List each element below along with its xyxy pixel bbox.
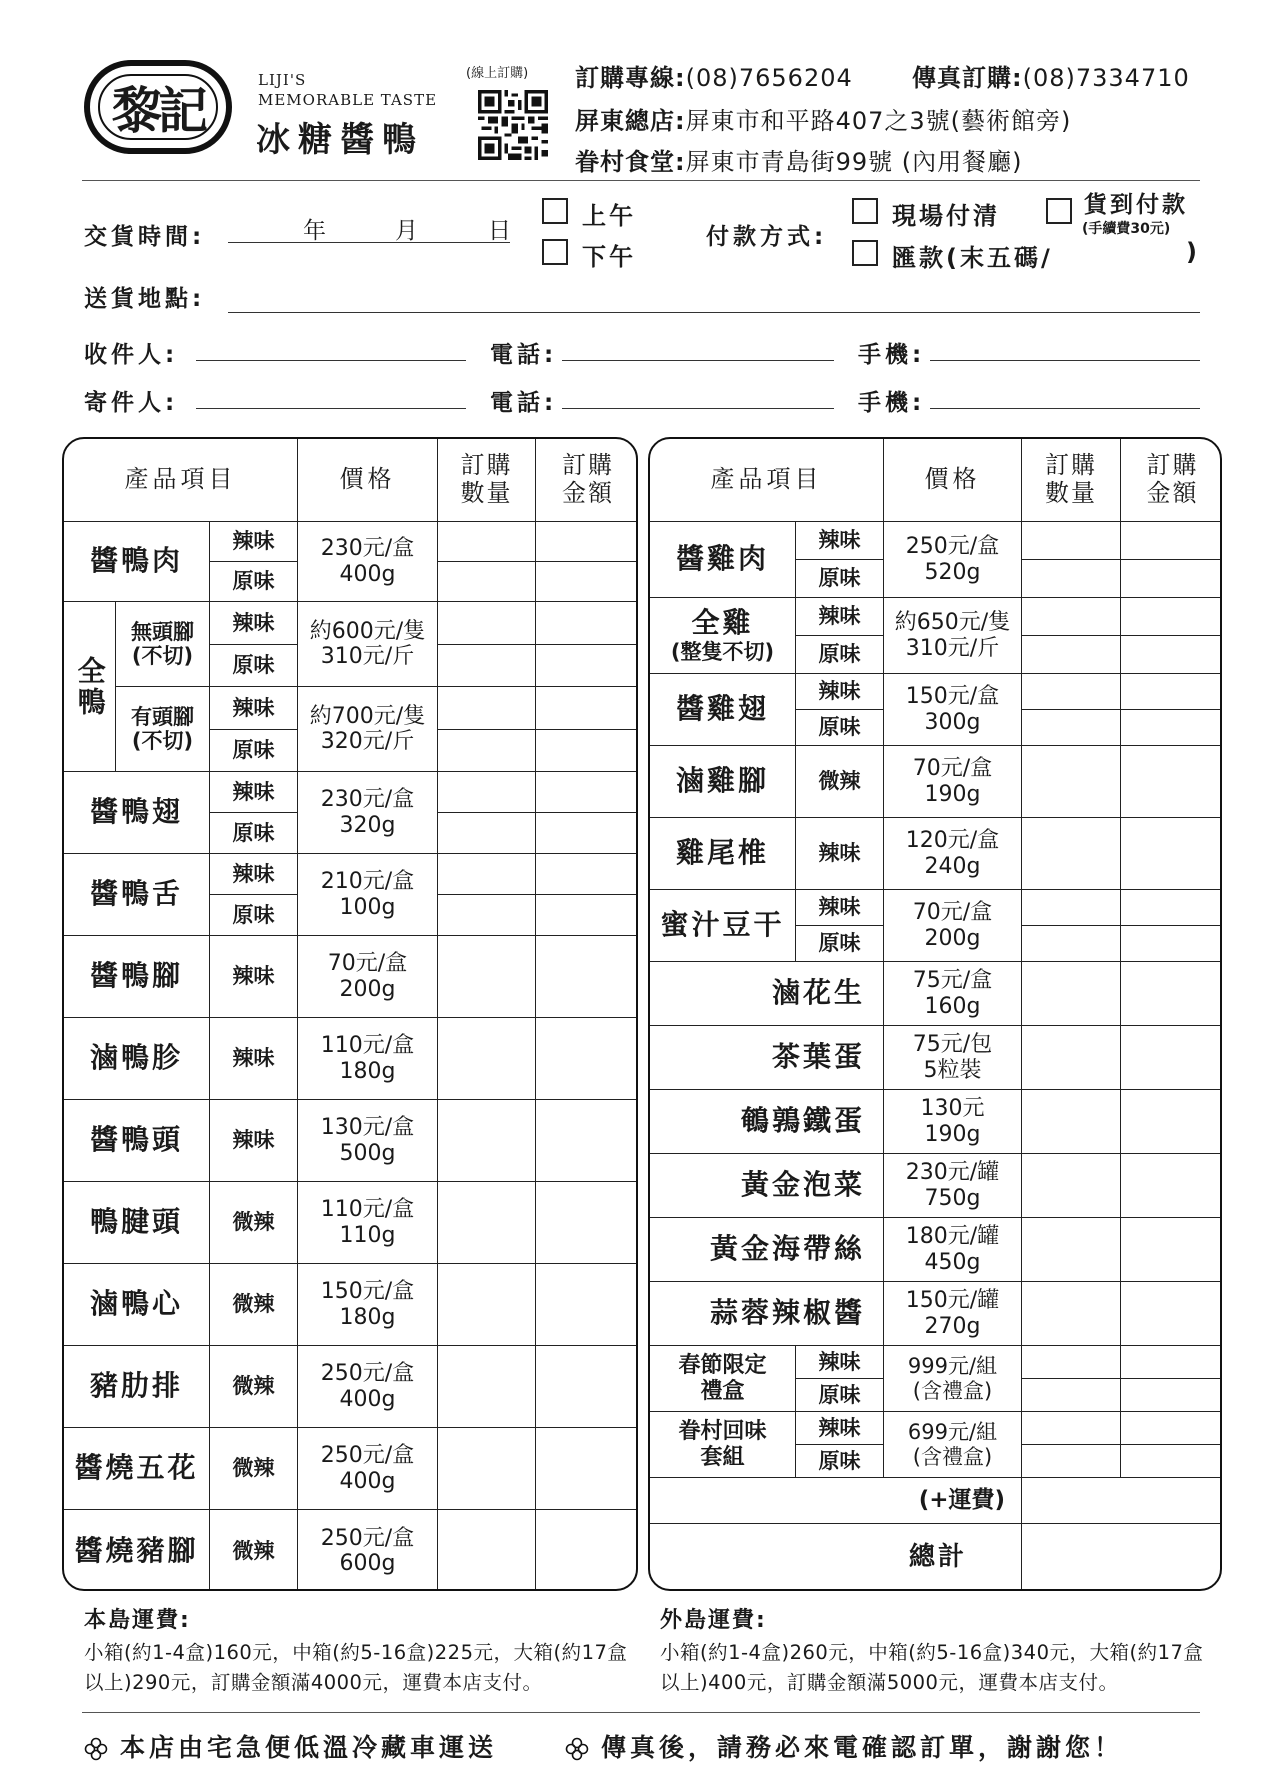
amount-input[interactable] <box>536 1346 638 1428</box>
product-name: 醬鴨肉 <box>64 522 210 602</box>
brand-english-name: LIJI'S MEMORABLE TASTE <box>258 71 438 109</box>
chicken-wing-name: 醬雞翅 <box>650 674 796 746</box>
pm-label: 下午 <box>582 243 636 271</box>
qty-input[interactable] <box>1022 710 1121 746</box>
product-price: 110元/盒 110g <box>298 1182 438 1264</box>
chicken-tail-name: 雞尾椎 <box>650 818 796 890</box>
chicken-tail-price: 120元/盒 240g <box>884 818 1022 890</box>
chicken-meat-name: 醬雞肉 <box>650 522 796 598</box>
amount-input[interactable] <box>1121 1412 1222 1445</box>
amount-input[interactable] <box>536 645 638 688</box>
flavor-spicy: 辣味 <box>210 936 298 1018</box>
qty-input[interactable] <box>1022 1090 1121 1154</box>
flavor-spicy: 辣味 <box>210 602 298 645</box>
amount-input[interactable] <box>536 895 638 936</box>
sender-label: 寄件人: <box>84 390 179 416</box>
pay-transfer-label: 匯款(末五碼/ <box>892 244 1053 272</box>
flavor-original: 原味 <box>210 895 298 936</box>
whole-duck-no-head-name: 無頭腳 (不切) <box>116 602 210 687</box>
amount-input[interactable] <box>1121 1282 1222 1346</box>
kimchi-name: 黃金泡菜 <box>650 1154 884 1218</box>
chicken-meat-price: 250元/盒 520g <box>884 522 1022 598</box>
qty-input[interactable] <box>438 1428 536 1510</box>
product-name: 滷鴨心 <box>64 1264 210 1346</box>
recipient-mobile-field[interactable] <box>930 360 1200 361</box>
pay-onsite-label: 現場付清 <box>892 202 1000 230</box>
chicken-feet-name: 滷雞腳 <box>650 746 796 818</box>
qty-input[interactable] <box>1022 962 1121 1026</box>
qty-input[interactable] <box>1022 1445 1121 1478</box>
product-name: 醬燒五花 <box>64 1428 210 1510</box>
qty-input[interactable] <box>438 645 536 688</box>
delivery-date-field[interactable] <box>228 242 510 243</box>
hq-address: 屏東總店:屏東市和平路407之3號(藝術館旁) <box>575 107 1072 135</box>
flavor-original: 原味 <box>796 636 884 674</box>
flavor-original: 原味 <box>210 562 298 602</box>
qty-input[interactable] <box>438 562 536 602</box>
flavor-original: 原味 <box>796 710 884 746</box>
footer-cold-chain: 本店由宅急便低溫冷藏車運送 <box>84 1728 497 1764</box>
pm-checkbox[interactable] <box>542 239 568 265</box>
flavor-spicy: 辣味 <box>210 854 298 895</box>
gift-box-name: 春節限定 禮盒 <box>650 1346 796 1412</box>
footer-divider <box>82 1712 1200 1713</box>
whole-duck-group: 全鴨 <box>64 602 116 772</box>
product-name: 醬燒豬腳 <box>64 1510 210 1591</box>
total-row-label: 總計 <box>650 1524 1022 1591</box>
product-name: 鴨腱頭 <box>64 1182 210 1264</box>
qty-input[interactable] <box>1022 1218 1121 1282</box>
kimchi-price: 230元/罐 750g <box>884 1154 1022 1218</box>
peanuts-price: 75元/盒 160g <box>884 962 1022 1026</box>
total-input[interactable] <box>1022 1524 1222 1591</box>
gift-box-price: 999元/組 (含禮盒) <box>884 1346 1022 1412</box>
amount-input[interactable] <box>1121 522 1222 560</box>
flavor-original: 原味 <box>796 926 884 962</box>
flavor-mild: 微辣 <box>210 1428 298 1510</box>
outer-island-shipping-title: 外島運費: <box>660 1608 767 1633</box>
qty-input[interactable] <box>438 813 536 854</box>
flavor-spicy: 辣味 <box>796 598 884 636</box>
amount-input[interactable] <box>536 936 638 1018</box>
product-name: 豬肋排 <box>64 1346 210 1428</box>
flavor-mild: 微辣 <box>210 1182 298 1264</box>
amount-input[interactable] <box>536 1510 638 1591</box>
footer-confirm-notice: 傳真後，請務必來電確認訂單，謝謝您！ <box>565 1728 1123 1764</box>
recipient-label: 收件人: <box>84 342 179 368</box>
flavor-original: 原味 <box>210 645 298 688</box>
sender-phone-label: 電話: <box>490 390 558 416</box>
flower-icon <box>84 1737 108 1761</box>
main-island-shipping-title: 本島運費: <box>84 1608 191 1633</box>
product-name: 滷鴨胗 <box>64 1018 210 1100</box>
amount-input[interactable] <box>1121 598 1222 636</box>
flower-icon <box>565 1737 589 1761</box>
amount-input[interactable] <box>536 602 638 645</box>
shipping-fee-input[interactable] <box>1022 1478 1222 1524</box>
qty-input[interactable] <box>438 895 536 936</box>
header-qty: 訂購 數量 <box>438 439 536 522</box>
recipient-phone-field[interactable] <box>562 360 834 361</box>
qty-input[interactable] <box>1022 926 1121 962</box>
amount-input[interactable] <box>1121 636 1222 674</box>
amount-input[interactable] <box>1121 818 1222 890</box>
peanuts-name: 滷花生 <box>650 962 884 1026</box>
qty-input[interactable] <box>438 854 536 895</box>
flavor-original: 原味 <box>210 813 298 854</box>
flavor-spicy: 辣味 <box>796 818 884 890</box>
qty-input[interactable] <box>438 1018 536 1100</box>
product-price: 70元/盒 200g <box>298 936 438 1018</box>
quail-egg-price: 130元 190g <box>884 1090 1022 1154</box>
amount-input[interactable] <box>536 1182 638 1264</box>
flavor-spicy: 辣味 <box>210 522 298 562</box>
amount-input[interactable] <box>536 1018 638 1100</box>
amount-input[interactable] <box>1121 1154 1222 1218</box>
header-price: 價格 <box>884 439 1022 522</box>
whole-chicken-name <box>650 598 796 674</box>
sender-mobile-field[interactable] <box>930 408 1200 409</box>
amount-input[interactable] <box>536 1428 638 1510</box>
sender-phone-field[interactable] <box>562 408 834 409</box>
month-label: 月 <box>395 218 422 244</box>
flavor-mild: 微辣 <box>796 746 884 818</box>
product-name: 醬鴨翅 <box>64 772 210 854</box>
canteen-address: 眷村食堂:屏東市青島街99號 (內用餐廳) <box>575 148 1023 176</box>
brand-logo-text: 黎記 <box>112 82 204 140</box>
qty-input[interactable] <box>438 1346 536 1428</box>
qty-input[interactable] <box>438 730 536 773</box>
recipient-field[interactable] <box>196 360 466 361</box>
flavor-original: 原味 <box>796 1379 884 1412</box>
year-label: 年 <box>303 218 330 244</box>
whole-duck-with-head-price: 約700元/隻 320元/斤 <box>298 687 438 772</box>
product-price: 230元/盒 320g <box>298 772 438 854</box>
amount-input[interactable] <box>1121 962 1222 1026</box>
pay-transfer-checkbox[interactable] <box>852 240 878 266</box>
header-product: 產品項目 <box>64 439 298 522</box>
qty-input[interactable] <box>438 687 536 730</box>
outer-island-shipping-text: 小箱(約1-4盒)260元，中箱(約5-16盒)340元，大箱(約17盒以上)400元，訂購金額滿5000元，運費本店支付。 <box>660 1641 1204 1694</box>
amount-input[interactable] <box>536 522 638 562</box>
qty-input[interactable] <box>438 1100 536 1182</box>
amount-input[interactable] <box>536 813 638 854</box>
amount-input[interactable] <box>536 730 638 773</box>
product-name: 全雞 <box>691 606 754 640</box>
qty-input[interactable] <box>438 1510 536 1591</box>
chili-sauce-price: 150元/罐 270g <box>884 1282 1022 1346</box>
pay-cod-checkbox[interactable] <box>1046 198 1072 224</box>
amount-input[interactable] <box>536 854 638 895</box>
amount-input[interactable] <box>1121 926 1222 962</box>
qty-input[interactable] <box>1022 1282 1121 1346</box>
amount-input[interactable] <box>1121 1346 1222 1379</box>
whole-duck-with-head-name: 有頭腳 (不切) <box>116 687 210 772</box>
amount-input[interactable] <box>1121 674 1222 710</box>
header-divider <box>82 180 1200 181</box>
amount-input[interactable] <box>1121 890 1222 926</box>
flavor-original: 原味 <box>796 560 884 598</box>
whole-chicken-price: 約650元/隻 310元/斤 <box>884 598 1022 674</box>
payment-method-label: 付款方式: <box>706 224 828 250</box>
chili-sauce-name: 蒜蓉辣椒醬 <box>650 1282 884 1346</box>
qty-input[interactable] <box>1022 818 1121 890</box>
product-price: 250元/盒 600g <box>298 1510 438 1591</box>
amount-input[interactable] <box>1121 1026 1222 1090</box>
product-name: 醬鴨頭 <box>64 1100 210 1182</box>
flavor-original: 原味 <box>796 1445 884 1478</box>
header-amount: 訂購 金額 <box>1121 439 1222 522</box>
right-product-table <box>648 437 1222 1591</box>
qty-input[interactable] <box>1022 636 1121 674</box>
flavor-spicy: 辣味 <box>796 1412 884 1445</box>
product-price: 250元/盒 400g <box>298 1346 438 1428</box>
qty-input[interactable] <box>1022 674 1121 710</box>
tofu-price: 70元/盒 200g <box>884 890 1022 962</box>
qr-caption: (線上訂購) <box>466 66 529 81</box>
chicken-wing-price: 150元/盒 300g <box>884 674 1022 746</box>
header-qty: 訂購 數量 <box>1022 439 1121 522</box>
tea-egg-price: 75元/包 5粒裝 <box>884 1026 1022 1090</box>
flavor-spicy: 辣味 <box>796 674 884 710</box>
flavor-spicy: 辣味 <box>210 687 298 730</box>
kelp-price: 180元/罐 450g <box>884 1218 1022 1282</box>
qty-input[interactable] <box>438 936 536 1018</box>
qty-input[interactable] <box>1022 522 1121 560</box>
header-product: 產品項目 <box>650 439 884 522</box>
left-product-table <box>62 437 638 1591</box>
product-price: 130元/盒 500g <box>298 1100 438 1182</box>
tea-egg-name: 茶葉蛋 <box>650 1026 884 1090</box>
qty-input[interactable] <box>1022 1154 1121 1218</box>
amount-input[interactable] <box>536 687 638 730</box>
order-hotline: 訂購專線:(08)7656204 <box>575 64 853 92</box>
qty-input[interactable] <box>438 602 536 645</box>
amount-input[interactable] <box>1121 746 1222 818</box>
qty-input[interactable] <box>1022 1412 1121 1445</box>
qty-input[interactable] <box>438 772 536 813</box>
product-name: 醬鴨腳 <box>64 936 210 1018</box>
shipping-fee-row-label: (+運費) <box>650 1478 1022 1524</box>
flavor-spicy: 辣味 <box>796 522 884 560</box>
amount-input[interactable] <box>1121 1445 1222 1478</box>
flavor-spicy: 辣味 <box>210 772 298 813</box>
set-price: 699元/組 (含禮盒) <box>884 1412 1022 1478</box>
product-price: 150元/盒 180g <box>298 1264 438 1346</box>
amount-input[interactable] <box>536 1100 638 1182</box>
recipient-mobile-label: 手機: <box>858 342 926 368</box>
product-name-note: (整隻不切) <box>670 639 775 664</box>
qty-input[interactable] <box>1022 1026 1121 1090</box>
header-amount: 訂購 金額 <box>536 439 638 522</box>
flavor-mild: 微辣 <box>210 1510 298 1591</box>
qty-input[interactable] <box>1022 1379 1121 1412</box>
product-price: 230元/盒 400g <box>298 522 438 602</box>
flavor-spicy: 辣味 <box>210 1100 298 1182</box>
flavor-spicy: 辣味 <box>796 1346 884 1379</box>
brand-chinese-name: 冰糖醬鴨 <box>256 120 424 160</box>
kelp-name: 黃金海帶絲 <box>650 1218 884 1282</box>
amount-input[interactable] <box>536 772 638 813</box>
amount-input[interactable] <box>1121 1379 1222 1412</box>
qty-input[interactable] <box>1022 598 1121 636</box>
product-price: 210元/盒 100g <box>298 854 438 936</box>
flavor-spicy: 辣味 <box>796 890 884 926</box>
brand-logo <box>84 60 232 154</box>
fax-order: 傳真訂購:(08)7334710 <box>912 64 1190 92</box>
am-label: 上午 <box>582 202 636 230</box>
qty-input[interactable] <box>1022 1346 1121 1379</box>
pay-cod-label: 貨到付款 <box>1084 192 1188 218</box>
qty-input[interactable] <box>1022 746 1121 818</box>
qty-input[interactable] <box>1022 560 1121 598</box>
day-label: 日 <box>488 218 515 244</box>
whole-duck-no-head-price: 約600元/隻 310元/斤 <box>298 602 438 687</box>
product-price: 250元/盒 400g <box>298 1428 438 1510</box>
sender-field[interactable] <box>196 408 466 409</box>
flavor-spicy: 辣味 <box>210 1018 298 1100</box>
pay-cod-fee: (手續費30元) <box>1082 221 1171 237</box>
address-field[interactable] <box>228 312 1200 313</box>
amount-input[interactable] <box>536 1264 638 1346</box>
am-checkbox[interactable] <box>542 198 568 224</box>
main-island-shipping-text: 小箱(約1-4盒)160元，中箱(約5-16盒)225元，大箱(約17盒以上)290元，訂購金額滿4000元，運費本店支付。 <box>84 1641 628 1694</box>
tofu-name: 蜜汁豆干 <box>650 890 796 962</box>
flavor-original: 原味 <box>210 730 298 773</box>
product-name: 醬鴨舌 <box>64 854 210 936</box>
delivery-time-label: 交貨時間: <box>84 224 206 250</box>
qty-input[interactable] <box>438 1264 536 1346</box>
amount-input[interactable] <box>1121 1090 1222 1154</box>
product-price: 110元/盒 180g <box>298 1018 438 1100</box>
recipient-phone-label: 電話: <box>490 342 558 368</box>
amount-input[interactable] <box>1121 560 1222 598</box>
header-price: 價格 <box>298 439 438 522</box>
pay-onsite-checkbox[interactable] <box>852 198 878 224</box>
quail-egg-name: 鵪鶉鐵蛋 <box>650 1090 884 1154</box>
sender-mobile-label: 手機: <box>858 390 926 416</box>
qr-code-icon[interactable] <box>478 90 548 160</box>
flavor-mild: 微辣 <box>210 1264 298 1346</box>
amount-input[interactable] <box>1121 1218 1222 1282</box>
qty-input[interactable] <box>438 522 536 562</box>
qty-input[interactable] <box>1022 890 1121 926</box>
flavor-mild: 微辣 <box>210 1346 298 1428</box>
amount-input[interactable] <box>536 562 638 602</box>
set-name: 眷村回味 套組 <box>650 1412 796 1478</box>
qty-input[interactable] <box>438 1182 536 1264</box>
chicken-feet-price: 70元/盒 190g <box>884 746 1022 818</box>
pay-transfer-close: ) <box>1186 238 1200 266</box>
amount-input[interactable] <box>1121 710 1222 746</box>
address-label: 送貨地點: <box>84 286 206 312</box>
